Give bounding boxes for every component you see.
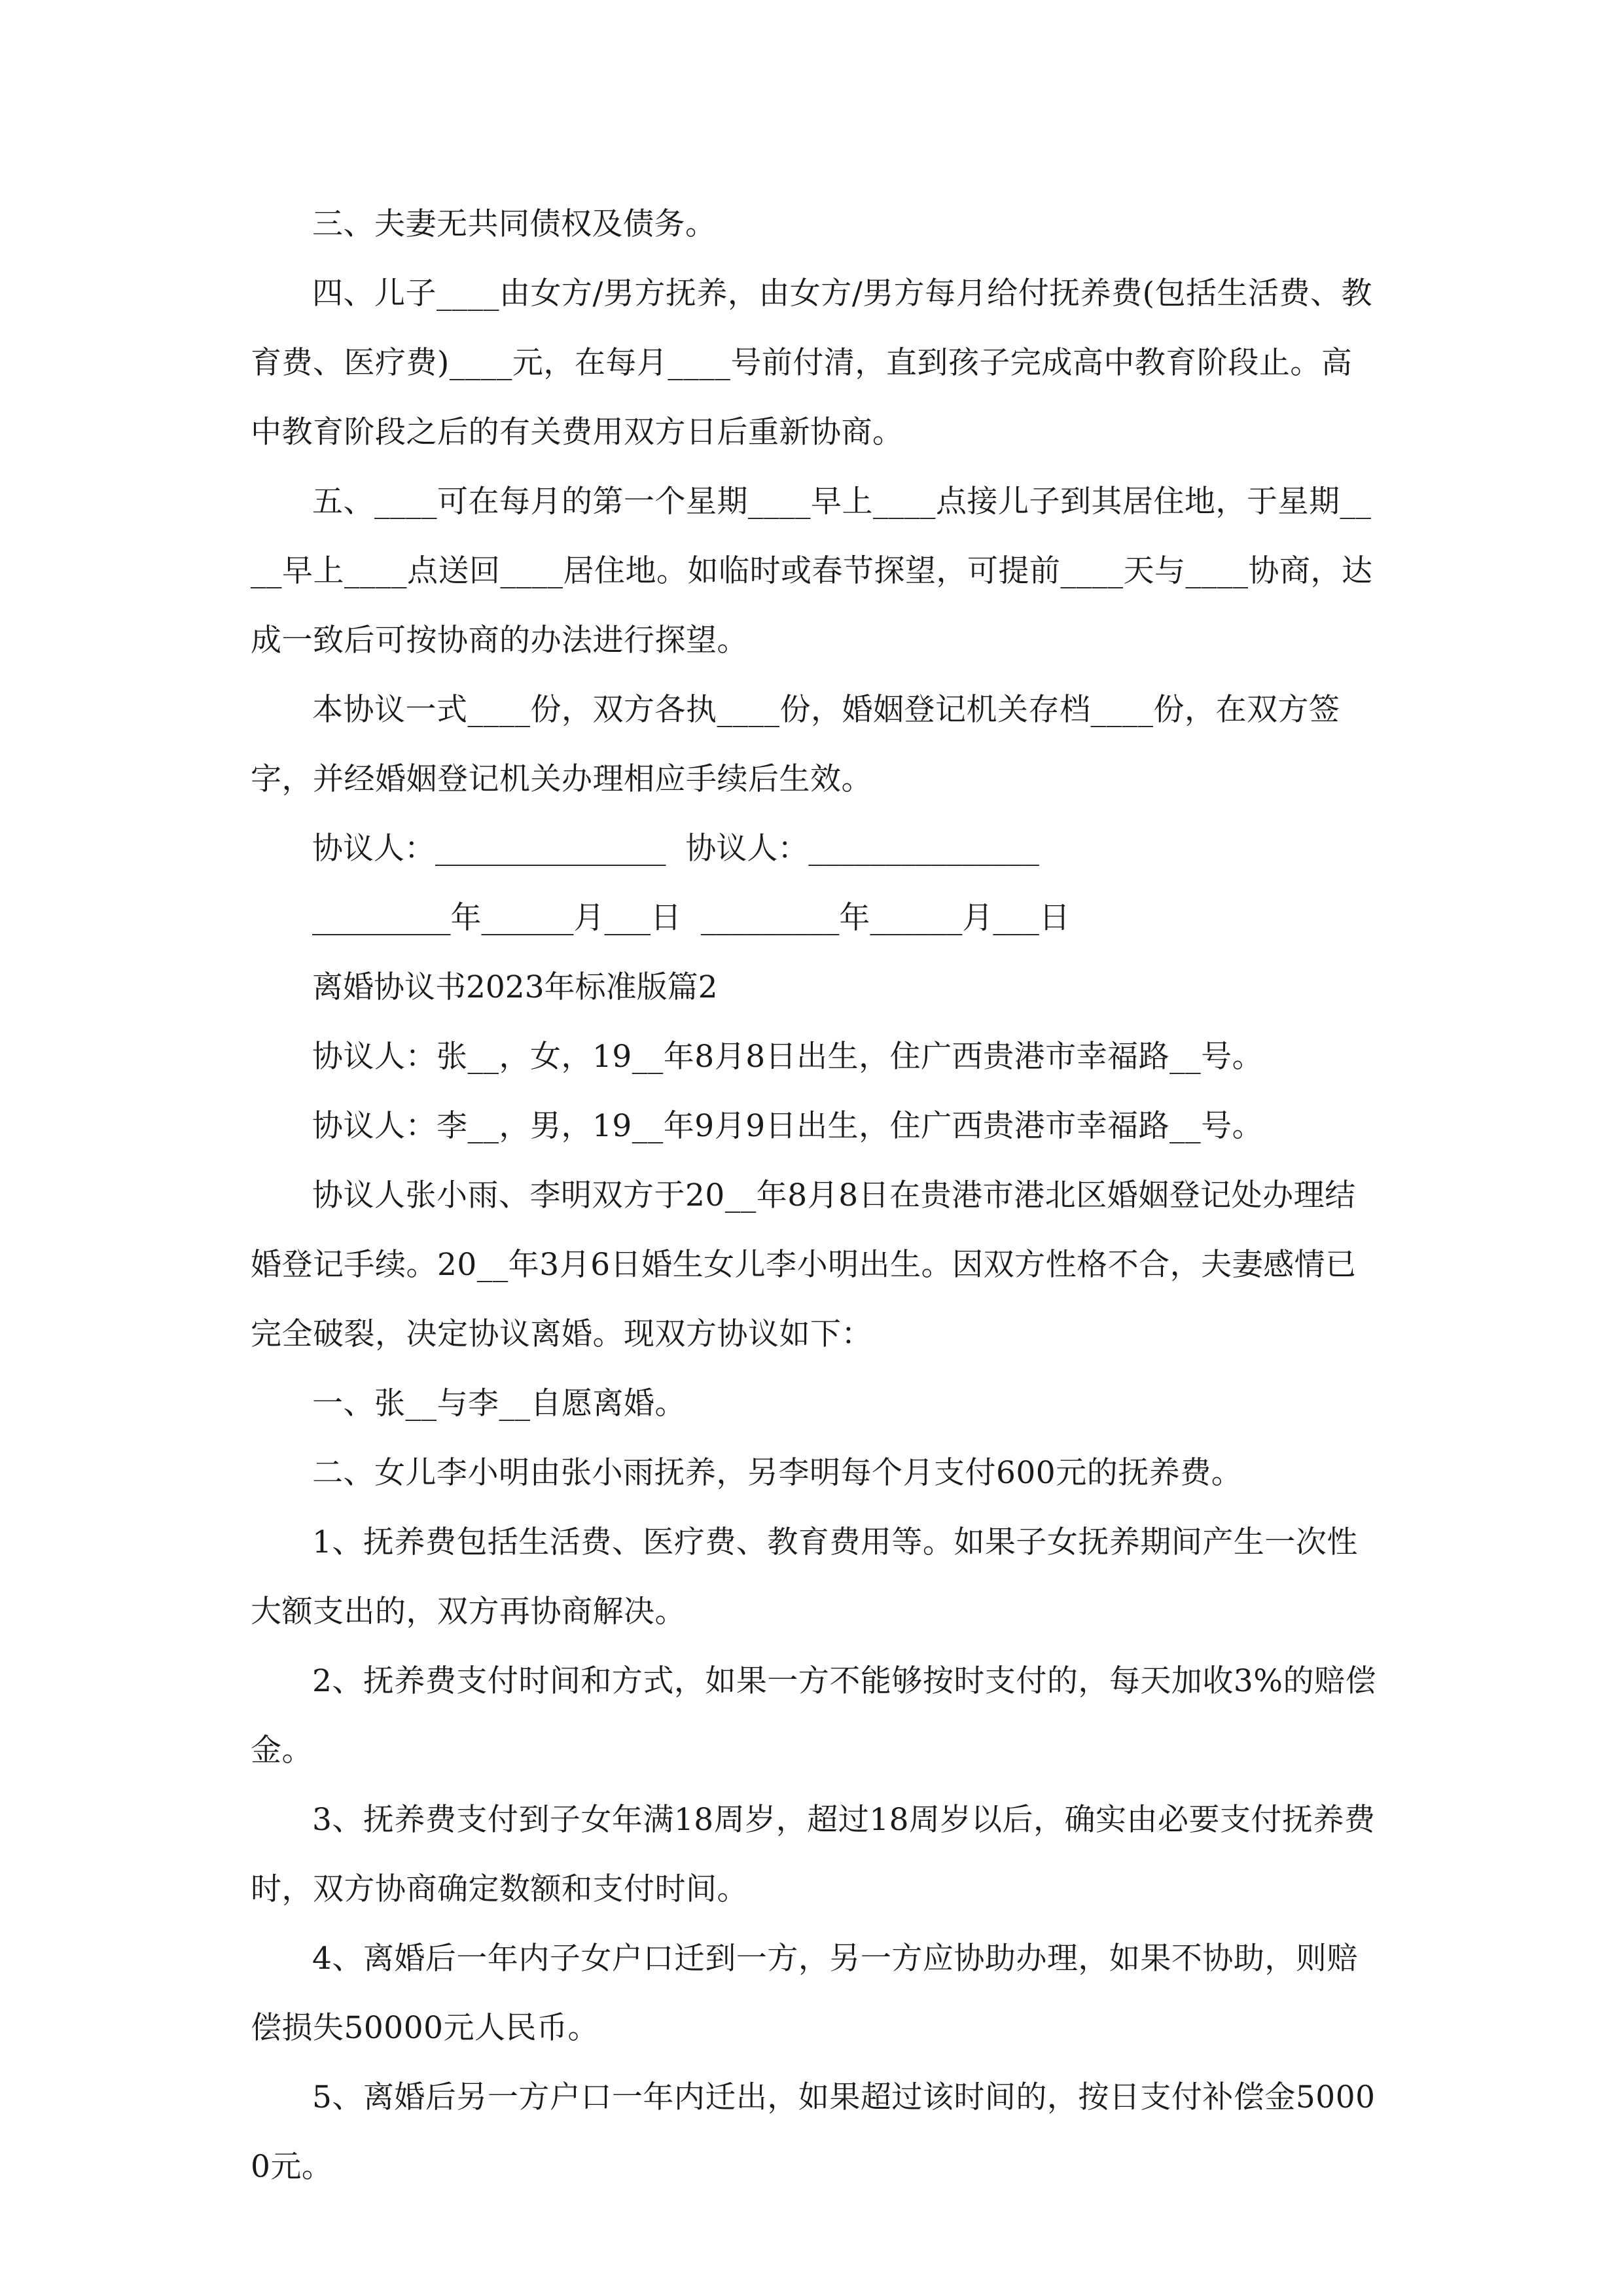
copies-clause: 本协议一式____份，双方各执____份，婚姻登记机关存档____份，在双方签字，并经婚姻登记机关办理相应手续后生效。 xyxy=(251,692,1340,797)
party-li: 协议人：李__，男，19__年9月9日出生，住广西贵港市幸福路__号。 xyxy=(312,1108,1264,1144)
clause-two-custody: 二、女儿李小明由张小雨抚养，另李明每个月支付600元的抚养费。 xyxy=(312,1455,1243,1491)
clause-five: 五、____可在每月的第一个星期____早上____点接儿子到其居住地，于星期____早上____点送回____居住地。如临时或春节探望，可提前____天与____协商，达成一致后可按协商的办法进行探望。 xyxy=(251,484,1373,658)
clause-one-divorce: 一、张__与李__自愿离婚。 xyxy=(312,1386,686,1422)
section-title: 离婚协议书2023年标准版篇2 xyxy=(312,969,718,1005)
clause-four: 四、儿子____由女方/男方抚养，由女方/男方每月给付抚养费(包括生活费、教育费、医疗费)____元，在每月____号前付清，直到孩子完成高中教育阶段止。高中教育阶段之后的有关费用双方日后重新协商。 xyxy=(251,276,1373,450)
support-item-5: 5、离婚后另一方户口一年内迁出，如果超过该时间的，按日支付补偿金50000元。 xyxy=(251,2079,1376,2185)
support-item-3: 3、抚养费支付到子女年满18周岁，超过18周岁以后，确实由必要支付抚养费时，双方协商确定数额和支付时间。 xyxy=(251,1802,1376,1907)
support-item-2: 2、抚养费支付时间和方式，如果一方不能够按时支付的，每天加收3%的赔偿金。 xyxy=(251,1663,1376,1768)
signature-line: 协议人：_______________ 协议人：_______________ xyxy=(312,831,1039,867)
document-body xyxy=(251,190,1376,2202)
date-line: _________年______月___日 _________年______月___日 xyxy=(312,900,1070,936)
support-item-4: 4、离婚后一年内子女户口迁到一方，另一方应协助办理，如果不协助，则赔偿损失50000元人民币。 xyxy=(251,1941,1358,2046)
clause-three: 三、夫妻无共同债权及债务。 xyxy=(312,206,717,242)
support-item-1: 1、抚养费包括生活费、医疗费、教育费用等。如果子女抚养期间产生一次性大额支出的，双方再协商解决。 xyxy=(251,1524,1358,1630)
marriage-background: 协议人张小雨、李明双方于20__年8月8日在贵港市港北区婚姻登记处办理结婚登记手续。20__年3月6日婚生女儿李小明出生。因双方性格不合，夫妻感情已完全破裂，决定协议离婚。现双方协议如下： xyxy=(251,1177,1357,1352)
party-zhang: 协议人：张__，女，19__年8月8日出生，住广西贵港市幸福路__号。 xyxy=(312,1039,1264,1075)
